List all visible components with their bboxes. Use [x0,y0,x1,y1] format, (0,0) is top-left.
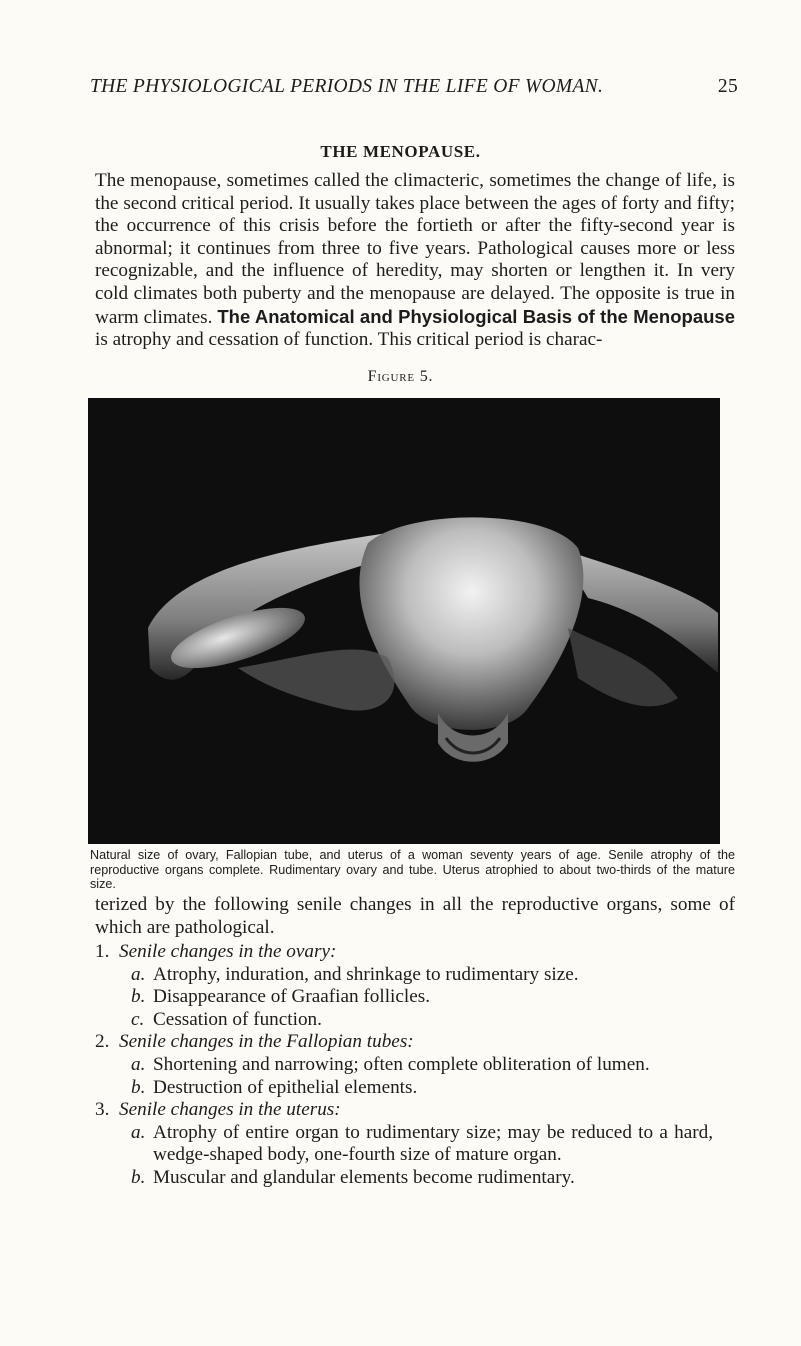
page-number: 25 [717,76,738,97]
list-item-uterus [95,1099,740,1189]
list-item-ovary [95,941,740,1031]
running-head [90,76,738,106]
figure-caption: Natural size of ovary, Fallopian tube, and uterus of a woman seventy years of age. Senile atrophy of the reproductive organs complete. Rudimentary ovary and tube. Uterus atrophied to about two-thirds of the mature size. [90,848,735,891]
paragraph-1-bold-heading: The Anatomical and Physiological Basis of the Menopause [217,305,735,327]
subitem-text: Disappearance of Graafian follicles. [153,986,431,1008]
list-number: 1. [95,941,110,962]
list-subitem [95,1009,713,1032]
list-item-fallopian-tubes [95,1031,740,1099]
subitem-letter: a. [131,963,146,985]
uterus-specimen-illustration [88,398,720,844]
list-number: 2. [95,1031,110,1053]
subitem-text: Destruction of epithelial elements. [153,1076,418,1098]
subitem-text: Atrophy of entire organ to rudimentary size; may be reduced to a hard, wedge-shaped body, one-fourth size of mature organ. [153,1121,713,1166]
paragraph-1 [95,170,735,352]
list-subitem [95,1077,713,1100]
list-heading: Senile changes in the Fallopian tubes: [119,1031,414,1053]
paragraph-1-text: The menopause, sometimes called the climacteric, sometimes the change of life, is the second critical period. It usually takes place between the ages of forty and fifty; the occurrence of this crisis before the fortieth or after the fifty-second year is abnormal; it continues from three to five years. Pathological causes more or less recognizable, and the influence of heredity, may shorten or lengthen it. In very cold climates both puberty and the menopause are delayed. The opposite is true in warm climates. [95,170,735,328]
senile-changes-list [95,941,740,1190]
subitem-letter: b. [131,986,146,1008]
running-head-title: THE PHYSIOLOGICAL PERIODS IN THE LIFE OF WOMAN. [90,76,604,97]
list-subitem [95,1167,713,1190]
subitem-letter: a. [131,1053,146,1075]
list-number: 3. [95,1099,110,1121]
subitem-letter: b. [131,1076,146,1098]
subitem-text: Muscular and glandular elements become rudimentary. [153,1166,575,1188]
list-subitem [95,1054,713,1077]
list-subitem [95,1122,713,1167]
subitem-letter: c. [131,1008,145,1030]
subitem-letter: a. [131,1121,146,1143]
figure-label: Figure 5. [367,368,434,385]
subitem-letter: b. [131,1166,146,1188]
list-subitem [95,986,713,1009]
subitem-text: Cessation of function. [153,1008,322,1030]
subitem-text: Shortening and narrowing; often complete obliteration of lumen. [153,1053,650,1075]
list-heading: Senile changes in the uterus: [119,1099,341,1121]
figure-photograph [88,398,720,844]
subitem-text: Atrophy, induration, and shrinkage to rudimentary size. [153,963,579,985]
list-heading: Senile changes in the ovary: [119,941,337,962]
list-subitem [95,964,713,987]
paragraph-2: terized by the following senile changes in all the reproductive organs, some of which are pathological. [95,894,735,938]
paragraph-1-continuation: is atrophy and cessation of function. This critical period is charac- [95,329,603,351]
section-title: THE MENOPAUSE. [320,142,481,161]
